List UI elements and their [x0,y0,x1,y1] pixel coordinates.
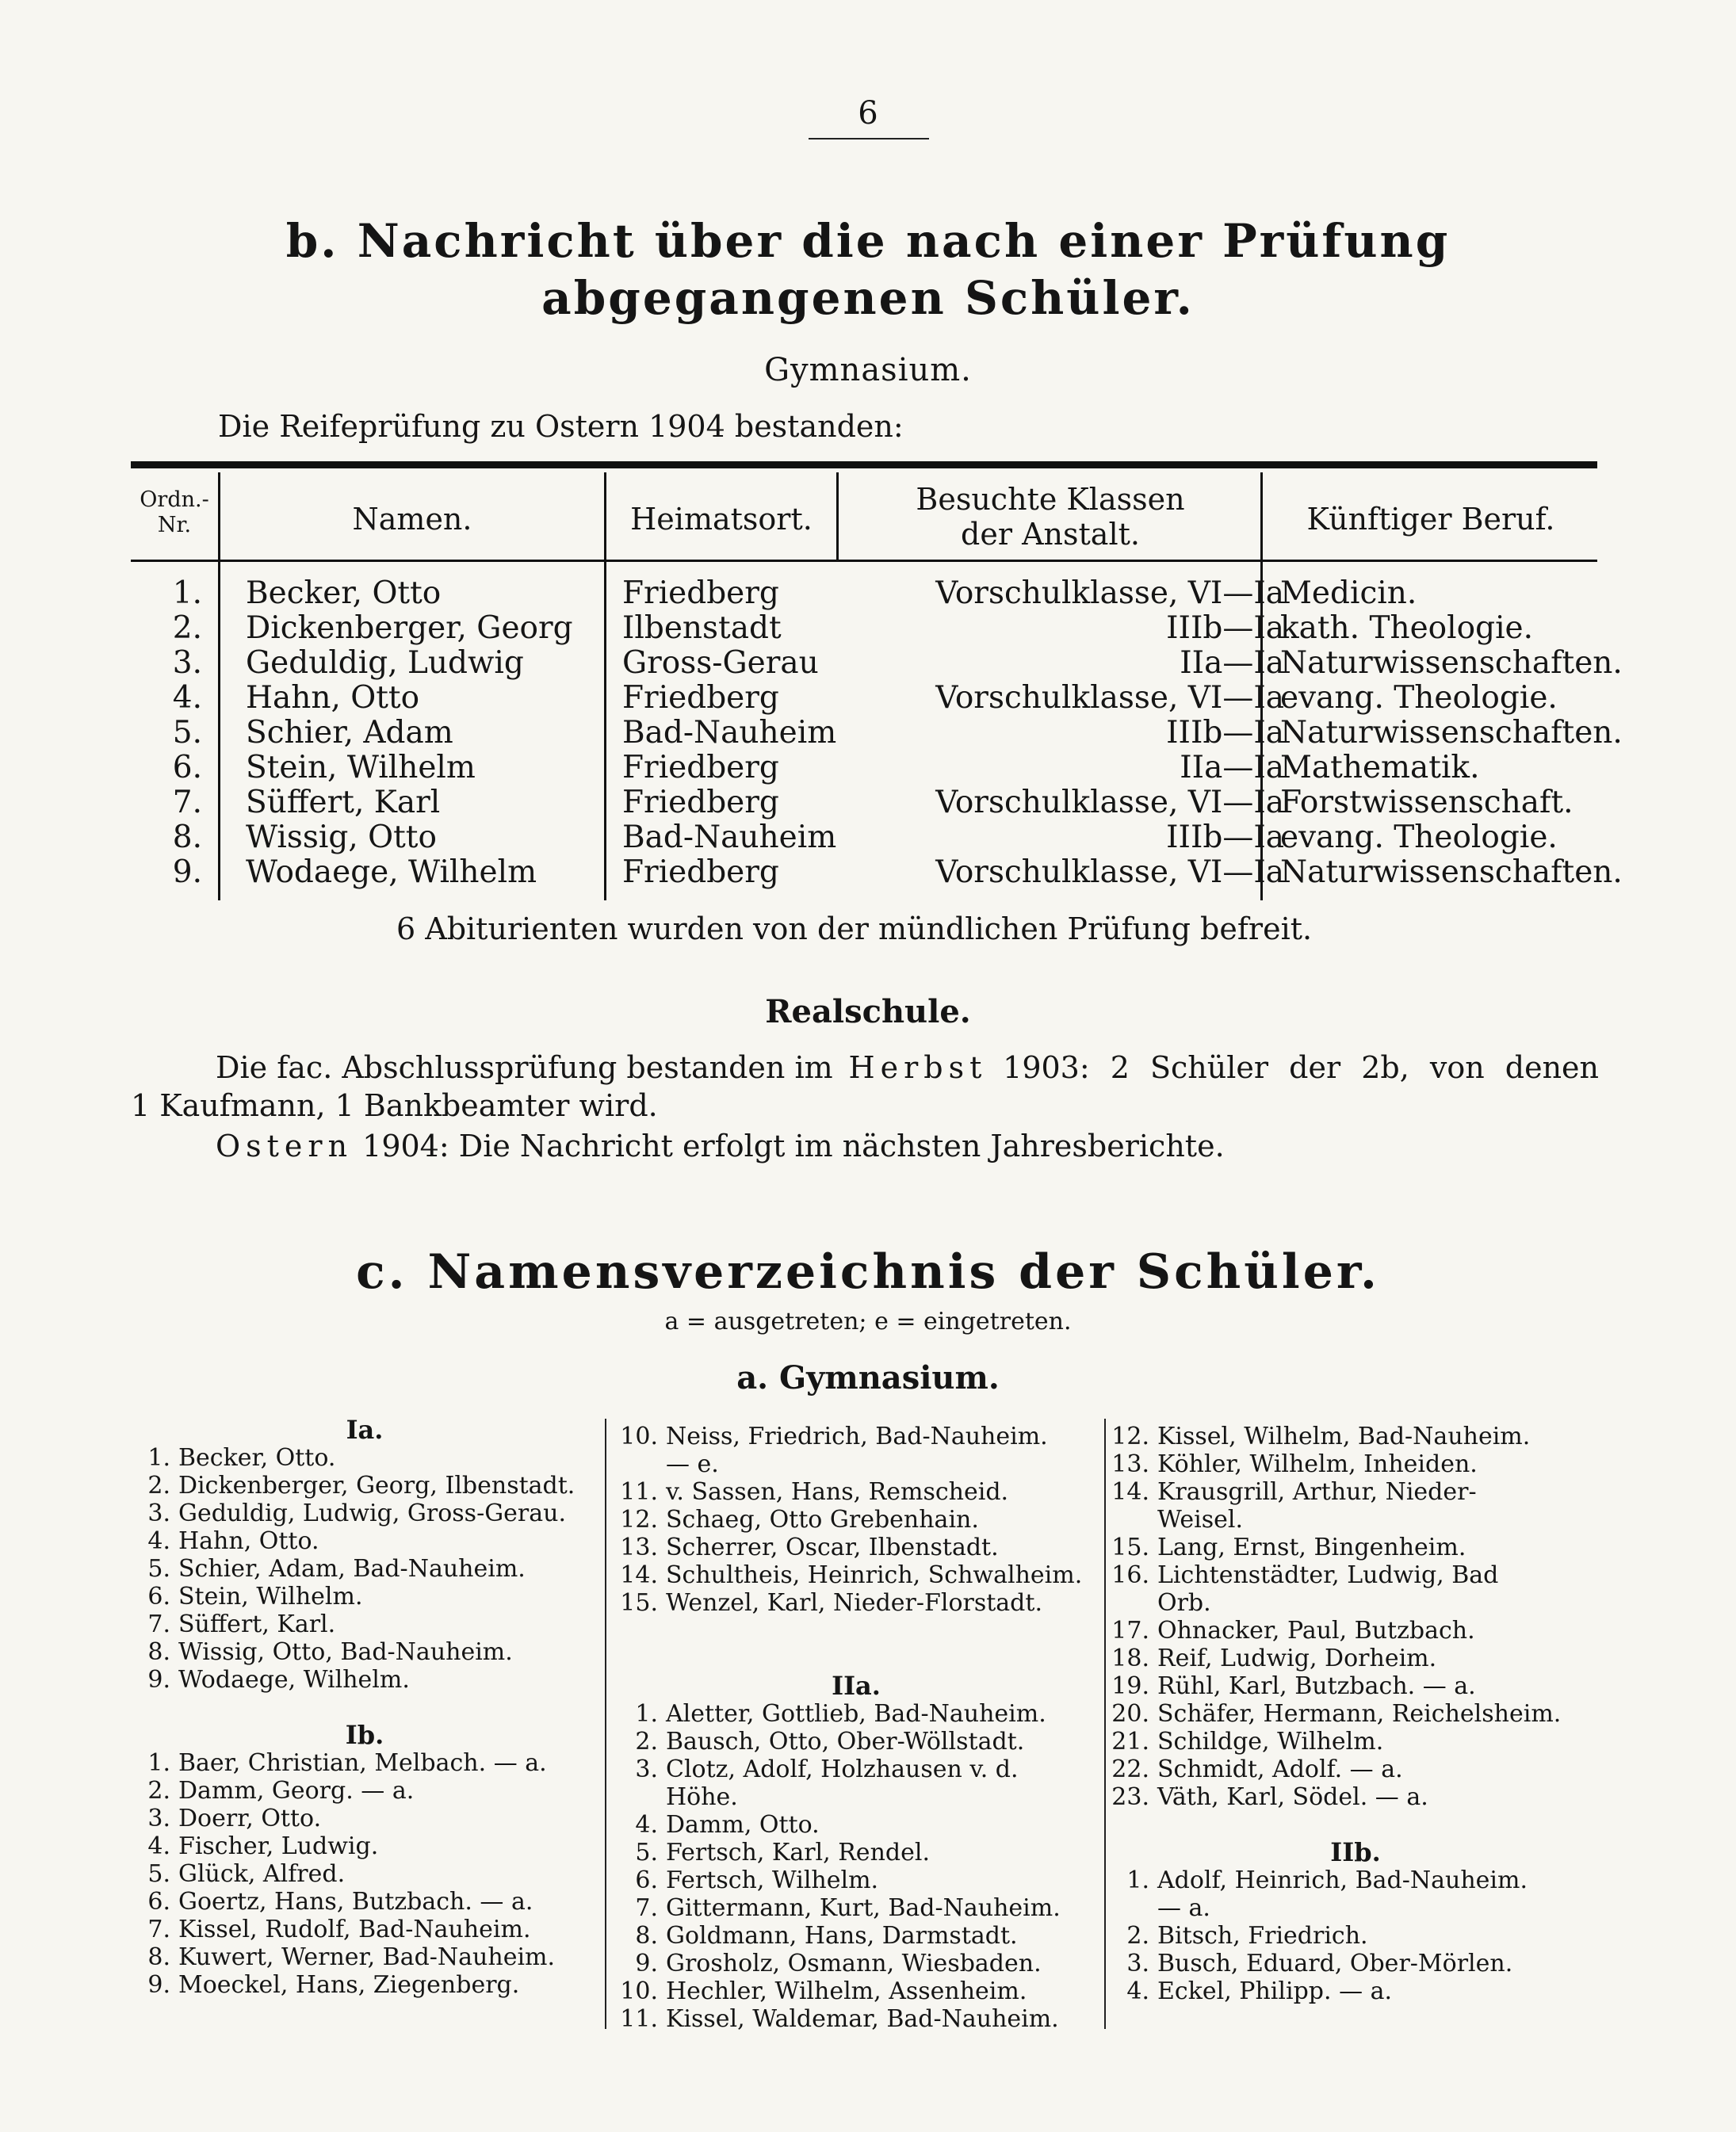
list-item-text: Neiss, Friedrich, Bad-Nauheim. [666,1423,1048,1450]
table-row [0,646,1736,681]
list-item-number: 10. [620,1423,658,1450]
list-item-number: 11. [620,1478,658,1506]
list-item-text: Baer, Christian, Melbach. — a. [178,1749,547,1777]
list-item-text: Goldmann, Hans, Darmstadt. [666,1922,1018,1950]
list-item-text: Bitsch, Friedrich. [1157,1922,1368,1950]
spacer [618,1617,1094,1645]
list-item [618,1811,1094,1839]
row-classes: Vorschulklasse, VI—Ia [935,680,1284,716]
class-heading: IIa. [832,1671,881,1701]
list-item-text: Kissel, Waldemar, Bad-Nauheim. [666,2005,1059,2033]
table-row [0,716,1736,751]
row-classes: IIa—Ia [1180,645,1284,681]
list-item-number: 4. [147,1527,170,1555]
list-item-continuation: — e. [666,1450,719,1478]
list-item-number: 16. [1111,1561,1149,1589]
row-profession: Naturwissenschaften. [1280,715,1623,751]
list-item [618,1506,1094,1534]
list-item-number: 8. [147,1943,170,1971]
list-item [1110,1561,1601,1589]
row-number: 8. [172,820,202,855]
list-item-number: 23. [1111,1783,1149,1811]
list-item-number: 4. [147,1832,170,1860]
list-item-number: 7. [635,1894,658,1922]
list-item-text: Goertz, Hans, Butzbach. — a. [178,1888,533,1916]
header-beruf: Künftiger Beruf. [1306,502,1555,537]
list-item [618,1728,1094,1756]
row-number: 4. [172,680,202,716]
list-item-number: 9. [147,1666,170,1694]
row-classes: IIa—Ia [1180,750,1284,785]
table-row [0,785,1736,820]
gymnasium-subtitle: Gymnasium. [764,352,972,388]
list-item [618,1950,1094,1977]
list-item-number: 4. [635,1811,658,1839]
list-item [131,1527,598,1555]
list-item-number: 13. [1111,1450,1149,1478]
list-item-text: Lichtenstädter, Ludwig, Bad [1157,1561,1499,1589]
list-item-number: 6. [635,1866,658,1894]
header-ordn-line1: Ordn.- [140,487,209,512]
list-item-text: Kuwert, Werner, Bad-Nauheim. [178,1943,556,1971]
column-separator [1104,1419,1106,2029]
spacer [131,1694,598,1721]
table-row [0,681,1736,716]
class-heading: IIb. [1330,1837,1381,1867]
realschule-p1-herbst: Herbst [848,1050,988,1085]
row-number: 1. [172,575,202,611]
realschule-p2-ostern: Ostern [216,1129,354,1163]
row-classes: Vorschulklasse, VI—Ia [935,785,1284,820]
list-item-number: 8. [147,1638,170,1666]
list-item [131,1832,598,1860]
list-item-text: Rühl, Karl, Butzbach. — a. [1157,1672,1476,1700]
row-profession: Medicin. [1280,575,1417,611]
realschule-p1-line2: 1 Kaufmann, 1 Bankbeamter wird. [131,1088,658,1123]
list-item-number: 8. [635,1922,658,1950]
list-item-number: 14. [1111,1478,1149,1506]
class-heading: Ia. [346,1415,384,1445]
list-item [1110,1450,1601,1478]
row-profession: Mathematik. [1280,750,1480,785]
list-item [1110,1534,1601,1561]
row-name: Wissig, Otto [246,820,437,855]
row-profession: kath. Theologie. [1280,610,1534,646]
list-item-text: Reif, Ludwig, Dorheim. [1157,1645,1437,1672]
list-item-text: Dickenberger, Georg, Ilbenstadt. [178,1472,575,1500]
row-classes: Vorschulklasse, VI—Ia [935,854,1284,890]
list-item-continuation: Höhe. [666,1783,738,1811]
row-name: Stein, Wilhelm [246,750,476,785]
list-item [618,2005,1094,2033]
row-hometown: Bad-Nauheim [622,715,837,751]
legend: a = ausgetreten; e = eingetreten. [664,1308,1072,1335]
table-row [0,611,1736,646]
list-item [618,1922,1094,1950]
list-item-text: Glück, Alfred. [178,1860,346,1888]
table-header-rule [131,560,1597,562]
row-name: Wodaege, Wilhelm [246,854,537,890]
realschule-paragraph1 [216,1050,1599,1085]
list-item-text: Lang, Ernst, Bingenheim. [1157,1534,1466,1561]
row-hometown: Friedberg [622,575,779,611]
list-item [131,1860,598,1888]
page-number: 6 [858,95,878,132]
row-number: 2. [172,610,202,646]
page-number-rule [809,138,929,139]
row-profession: Forstwissenschaft. [1280,785,1573,820]
list-item [131,1666,598,1694]
list-item-text: Schäfer, Hermann, Reichelsheim. [1157,1700,1562,1728]
list-item-number: 10. [620,1977,658,2005]
realschule-p2-rest: 1904: Die Nachricht erfolgt im nächsten Jahresberichte. [362,1129,1225,1163]
list-item-text: v. Sassen, Hans, Remscheid. [666,1478,1009,1506]
list-item-text: Kissel, Wilhelm, Bad-Nauheim. [1157,1423,1531,1450]
list-item-number: 2. [1126,1922,1149,1950]
realschule-paragraph2 [216,1129,1225,1163]
table-row [0,576,1736,611]
row-name: Geduldig, Ludwig [246,645,524,681]
section-b-title-line1: b. Nachricht über die nach einer Prüfung [285,214,1451,268]
list-item-number: 1. [147,1749,170,1777]
list-item-text: Wodaege, Wilhelm. [178,1666,410,1694]
list-item [1110,1950,1601,1977]
list-item-number: 1. [147,1444,170,1472]
row-number: 9. [172,854,202,890]
list-item [1110,1977,1601,2005]
list-item-number: 6. [147,1888,170,1916]
list-item-text: Clotz, Adolf, Holzhausen v. d. [666,1756,1019,1783]
list-item [131,1805,598,1832]
row-classes: IIIb—Ia [1166,610,1284,646]
list-item-number: 7. [147,1610,170,1638]
list-item-number: 12. [1111,1423,1149,1450]
header-klassen [840,482,1260,552]
section-b-title-line2: abgegangenen Schüler. [541,271,1195,325]
list-item-text: Schier, Adam, Bad-Nauheim. [178,1555,526,1583]
row-number: 7. [172,785,202,820]
list-item [131,1943,598,1971]
list-item-text: Schildge, Wilhelm. [1157,1728,1384,1756]
list-item-text: Schmidt, Adolf. — a. [1157,1756,1403,1783]
list-item [131,1749,598,1777]
section-b-title [0,212,1736,327]
list-item [131,1916,598,1943]
table-row [0,855,1736,890]
row-name: Süffert, Karl [246,785,441,820]
list-item [618,1700,1094,1728]
row-name: Dickenberger, Georg [246,610,573,646]
list-item [131,1888,598,1916]
list-item [131,1971,598,1999]
list-item [1110,1728,1601,1756]
row-classes: IIIb—Ia [1166,715,1284,751]
class-heading: Ib. [345,1720,384,1750]
list-item-number: 12. [620,1506,658,1534]
list-item-text: Fischer, Ludwig. [178,1832,379,1860]
list-item-text: Grosholz, Osmann, Wiesbaden. [666,1950,1042,1977]
spacer [1110,1811,1601,1839]
exemption-note: 6 Abiturienten wurden von der mündlichen Prüfung befreit. [396,911,1313,946]
row-hometown: Friedberg [622,854,779,890]
list-item-text: Bausch, Otto, Ober-Wöllstadt. [666,1728,1025,1756]
row-profession: Naturwissenschaften. [1280,854,1623,890]
list-item-number: 5. [635,1839,658,1866]
list-item-text: Moeckel, Hans, Ziegenberg. [178,1971,520,1999]
table-top-rule [131,461,1597,468]
list-item [131,1610,598,1638]
list-item-number: 19. [1111,1672,1149,1700]
row-profession: Naturwissenschaften. [1280,645,1623,681]
names-column-3 [1110,1423,1601,2005]
list-item-text: Wissig, Otto, Bad-Nauheim. [178,1638,513,1666]
list-item-number: 14. [620,1561,658,1589]
realschule-heading: Realschule. [765,993,971,1030]
list-item [618,1478,1094,1506]
list-item [618,1894,1094,1922]
row-classes: IIIb—Ia [1166,820,1284,855]
list-item-number: 2. [147,1777,170,1805]
list-item [618,1756,1094,1783]
list-item-text: Scherrer, Oscar, Ilbenstadt. [666,1534,999,1561]
row-hometown: Friedberg [622,750,779,785]
names-column-2 [618,1423,1094,2033]
list-item [618,1589,1094,1617]
list-item-text: Schaeg, Otto Grebenhain. [666,1506,979,1534]
table-row [0,751,1736,785]
row-number: 3. [172,645,202,681]
list-item-number: 18. [1111,1645,1149,1672]
list-item-text: Gittermann, Kurt, Bad-Nauheim. [666,1894,1061,1922]
column-separator [605,1419,606,2029]
row-hometown: Bad-Nauheim [622,820,837,855]
list-item-text: Väth, Karl, Södel. — a. [1157,1783,1428,1811]
list-item-text: Krausgrill, Arthur, Nieder- [1157,1478,1477,1506]
list-item-number: 2. [147,1472,170,1500]
header-ort: Heimatsort. [630,502,813,537]
list-item-number: 3. [1126,1950,1149,1977]
list-item-text: Damm, Otto. [666,1811,820,1839]
list-item-number: 2. [635,1728,658,1756]
list-item [131,1555,598,1583]
intro-text: Die Reifeprüfung zu Ostern 1904 bestanden: [218,409,904,444]
list-item-text: Ohnacker, Paul, Butzbach. [1157,1617,1475,1645]
row-number: 5. [172,715,202,751]
header-ordn-line2: Nr. [157,513,192,537]
list-item-number: 5. [147,1555,170,1583]
list-item [1110,1922,1601,1950]
list-item [1110,1700,1601,1728]
header-klassen-line1: Besuchte Klassen [916,482,1185,517]
row-hometown: Friedberg [622,680,779,716]
list-item [1110,1756,1601,1783]
list-item-number: 17. [1111,1617,1149,1645]
list-item-text: Fertsch, Karl, Rendel. [666,1839,930,1866]
list-item-continuation: Weisel. [1157,1506,1244,1534]
list-item [618,1866,1094,1894]
list-item-number: 21. [1111,1728,1149,1756]
header-name: Namen. [352,502,472,537]
row-number: 6. [172,750,202,785]
list-item [131,1583,598,1610]
list-item-continuation: Orb. [1157,1589,1211,1617]
list-item-number: 1. [635,1700,658,1728]
row-hometown: Ilbenstadt [622,610,782,646]
row-profession: evang. Theologie. [1280,680,1558,716]
names-column-1 [131,1416,598,1999]
list-item [1110,1783,1601,1811]
list-item-number: 22. [1111,1756,1149,1783]
list-item-number: 4. [1126,1977,1149,2005]
list-item-number: 6. [147,1583,170,1610]
gymnasium-list-heading: a. Gymnasium. [736,1359,1000,1396]
list-item-number: 3. [635,1756,658,1783]
list-item-text: Becker, Otto. [178,1444,336,1472]
list-item [131,1444,598,1472]
row-hometown: Gross-Gerau [622,645,819,681]
list-item-number: 11. [620,2005,658,2033]
table-row [0,820,1736,855]
row-classes: Vorschulklasse, VI—Ia [935,575,1284,611]
list-item-text: Hahn, Otto. [178,1527,319,1555]
row-name: Hahn, Otto [246,680,420,716]
list-item-number: 15. [1111,1534,1149,1561]
list-item-number: 7. [147,1916,170,1943]
header-ordn-nr [131,487,218,538]
list-item-number: 5. [147,1860,170,1888]
list-item-text: Schultheis, Heinrich, Schwalheim. [666,1561,1083,1589]
list-item-number: 13. [620,1534,658,1561]
list-item-text: Kissel, Rudolf, Bad-Nauheim. [178,1916,531,1943]
list-item-text: Hechler, Wilhelm, Assenheim. [666,1977,1027,2005]
row-name: Becker, Otto [246,575,442,611]
list-item-text: Geduldig, Ludwig, Gross-Gerau. [178,1500,567,1527]
list-item-text: Stein, Wilhelm. [178,1583,363,1610]
list-item [131,1638,598,1666]
list-item [1110,1672,1601,1700]
list-item [131,1777,598,1805]
list-item [618,1839,1094,1866]
list-item-number: 15. [620,1589,658,1617]
list-item [131,1472,598,1500]
list-item-number: 20. [1111,1700,1149,1728]
list-item [618,1561,1094,1589]
list-item-number: 9. [147,1971,170,1999]
list-item-text: Adolf, Heinrich, Bad-Nauheim. [1157,1866,1528,1894]
list-item-text: Damm, Georg. — a. [178,1777,415,1805]
list-item-number: 9. [635,1950,658,1977]
list-item-number: 3. [147,1805,170,1832]
list-item [131,1500,598,1527]
list-item-text: Aletter, Gottlieb, Bad-Nauheim. [666,1700,1046,1728]
list-item-number: 3. [147,1500,170,1527]
row-hometown: Friedberg [622,785,779,820]
list-item [618,1977,1094,2005]
list-item-text: Busch, Eduard, Ober-Mörlen. [1157,1950,1513,1977]
list-item [1110,1423,1601,1450]
list-item-continuation: — a. [1157,1894,1210,1922]
list-item [1110,1866,1601,1894]
list-item-text: Doerr, Otto. [178,1805,322,1832]
list-item [618,1423,1094,1450]
list-item [1110,1617,1601,1645]
section-c-title: c. Namensverzeichnis der Schüler. [356,1244,1380,1300]
list-item-text: Wenzel, Karl, Nieder-Florstadt. [666,1589,1042,1617]
spacer [618,1645,1094,1672]
list-item [618,1534,1094,1561]
realschule-p1-part-b: 1903: 2 Schüler der 2b, von denen [1003,1050,1599,1085]
list-item-text: Süffert, Karl. [178,1610,336,1638]
column-divider [836,472,839,561]
header-klassen-line2: der Anstalt. [961,517,1140,552]
list-item-text: Eckel, Philipp. — a. [1157,1977,1393,2005]
realschule-p1-part-a: Die fac. Abschlussprüfung bestanden im [216,1050,833,1085]
list-item [1110,1645,1601,1672]
list-item-text: Köhler, Wilhelm, Inheiden. [1157,1450,1478,1478]
row-name: Schier, Adam [246,715,453,751]
row-profession: evang. Theologie. [1280,820,1558,855]
list-item [1110,1478,1601,1506]
list-item-number: 1. [1126,1866,1149,1894]
list-item-text: Fertsch, Wilhelm. [666,1866,879,1894]
